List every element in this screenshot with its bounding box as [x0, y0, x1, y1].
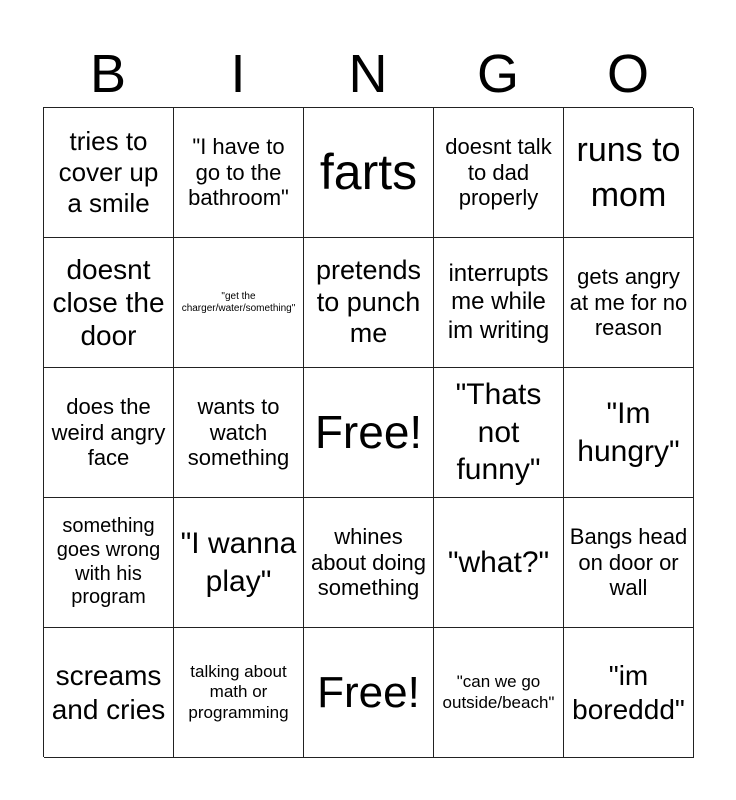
free-cell[interactable]: Free! — [304, 368, 434, 498]
bingo-cell[interactable]: "get the charger/water/something" — [174, 238, 304, 368]
bingo-cell[interactable]: interrupts me while im writing — [434, 238, 564, 368]
bingo-grid — [43, 107, 693, 757]
bingo-cell[interactable]: screams and cries — [44, 628, 174, 758]
bingo-cell[interactable]: "Thats not funny" — [434, 368, 564, 498]
bingo-cell[interactable]: Bangs head on door or wall — [564, 498, 694, 628]
bingo-cell[interactable]: farts — [304, 108, 434, 238]
bingo-cell[interactable]: runs to mom — [564, 108, 694, 238]
free-cell[interactable]: Free! — [304, 628, 434, 758]
bingo-cell[interactable]: "what?" — [434, 498, 564, 628]
bingo-cell[interactable]: "I have to go to the bathroom" — [174, 108, 304, 238]
header-letter-i: I — [230, 44, 246, 104]
bingo-cell[interactable]: pretends to punch me — [304, 238, 434, 368]
bingo-cell[interactable]: doesnt close the door — [44, 238, 174, 368]
header-letter-g: G — [476, 44, 519, 104]
bingo-cell[interactable]: "can we go outside/beach" — [434, 628, 564, 758]
bingo-cell[interactable]: "Im hungry" — [564, 368, 694, 498]
bingo-cell[interactable]: something goes wrong with his program — [44, 498, 174, 628]
bingo-cell[interactable]: wants to watch something — [174, 368, 304, 498]
bingo-cell[interactable]: talking about math or programming — [174, 628, 304, 758]
bingo-cell[interactable]: "I wanna play" — [174, 498, 304, 628]
bingo-cell[interactable]: tries to cover up a smile — [44, 108, 174, 238]
header-letter-n: N — [348, 44, 388, 104]
bingo-cell[interactable]: "im boreddd" — [564, 628, 694, 758]
header-letter-o: O — [606, 44, 649, 104]
bingo-cell[interactable]: does the weird angry face — [44, 368, 174, 498]
header-letter-b: B — [89, 44, 127, 104]
bingo-cell[interactable]: doesnt talk to dad properly — [434, 108, 564, 238]
bingo-cell[interactable]: gets angry at me for no reason — [564, 238, 694, 368]
bingo-header — [43, 40, 693, 108]
bingo-cell[interactable]: whines about doing something — [304, 498, 434, 628]
